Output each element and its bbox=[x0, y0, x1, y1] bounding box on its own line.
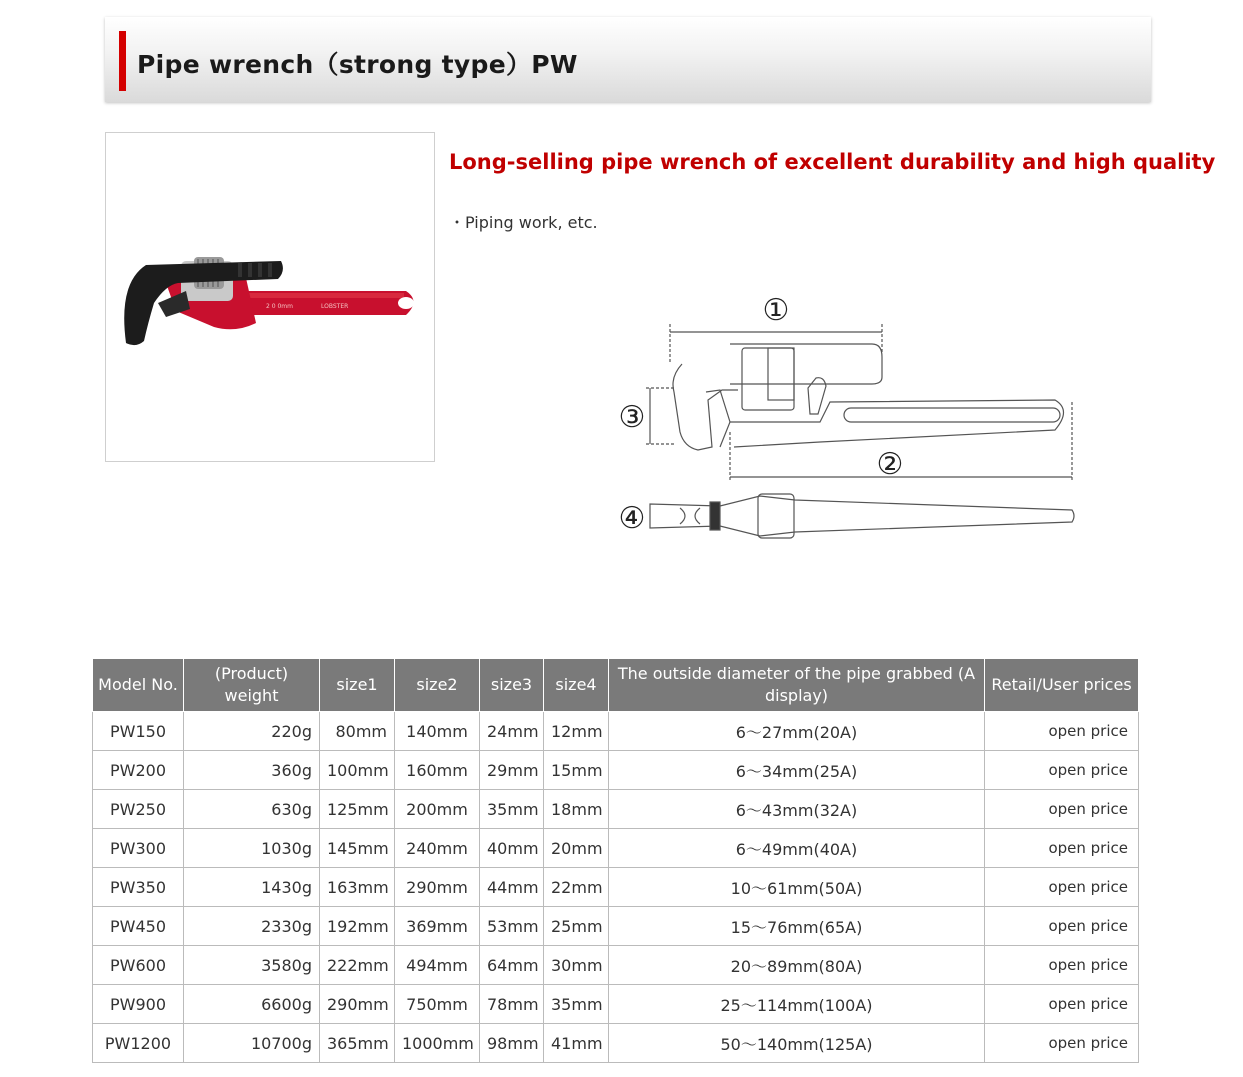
size4-cell: 15mm bbox=[544, 751, 609, 790]
weight-cell: 1430g bbox=[184, 868, 320, 907]
table-row bbox=[93, 790, 1139, 829]
svg-text:2 0 0mm: 2 0 0mm bbox=[266, 303, 293, 310]
header-weight: (Product) weight bbox=[184, 659, 320, 712]
pipe-diameter-cell: 6～43mm(32A) bbox=[609, 790, 985, 829]
product-tagline: Long-selling pipe wrench of excellent durability and high quality bbox=[449, 150, 1216, 174]
size1-cell: 222mm bbox=[320, 946, 395, 985]
table-row bbox=[93, 829, 1139, 868]
price-cell: open price bbox=[985, 1024, 1139, 1063]
size2-cell: 140mm bbox=[395, 712, 480, 751]
weight-cell: 2330g bbox=[184, 907, 320, 946]
size4-cell: 41mm bbox=[544, 1024, 609, 1063]
size4-cell: 20mm bbox=[544, 829, 609, 868]
price-cell: open price bbox=[985, 712, 1139, 751]
dimension-label-2: ② bbox=[876, 447, 904, 482]
weight-cell: 1030g bbox=[184, 829, 320, 868]
pipe-diameter-cell: 20～89mm(80A) bbox=[609, 946, 985, 985]
product-photo bbox=[105, 132, 435, 462]
model-cell: PW250 bbox=[93, 790, 184, 829]
price-cell: open price bbox=[985, 946, 1139, 985]
model-cell: PW900 bbox=[93, 985, 184, 1024]
size2-cell: 290mm bbox=[395, 868, 480, 907]
pipe-diameter-cell: 50～140mm(125A) bbox=[609, 1024, 985, 1063]
header-size3: size3 bbox=[480, 659, 544, 712]
size2-cell: 240mm bbox=[395, 829, 480, 868]
table-row bbox=[93, 946, 1139, 985]
size1-cell: 290mm bbox=[320, 985, 395, 1024]
size2-cell: 200mm bbox=[395, 790, 480, 829]
header-size1: size1 bbox=[320, 659, 395, 712]
model-cell: PW1200 bbox=[93, 1024, 184, 1063]
price-cell: open price bbox=[985, 868, 1139, 907]
model-cell: PW350 bbox=[93, 868, 184, 907]
pipe-diameter-cell: 6～34mm(25A) bbox=[609, 751, 985, 790]
pipe-diameter-cell: 15～76mm(65A) bbox=[609, 907, 985, 946]
table-row bbox=[93, 751, 1139, 790]
size4-cell: 22mm bbox=[544, 868, 609, 907]
weight-cell: 3580g bbox=[184, 946, 320, 985]
size4-cell: 18mm bbox=[544, 790, 609, 829]
title-accent-bar bbox=[119, 31, 126, 91]
size3-cell: 53mm bbox=[480, 907, 544, 946]
size3-cell: 98mm bbox=[480, 1024, 544, 1063]
model-cell: PW600 bbox=[93, 946, 184, 985]
size3-cell: 29mm bbox=[480, 751, 544, 790]
page-title: Pipe wrench（strong type）PW bbox=[137, 50, 578, 79]
dimension-diagram bbox=[610, 282, 1080, 547]
size1-cell: 145mm bbox=[320, 829, 395, 868]
model-cell: PW300 bbox=[93, 829, 184, 868]
price-cell: open price bbox=[985, 829, 1139, 868]
weight-cell: 630g bbox=[184, 790, 320, 829]
dimension-label-1: ① bbox=[762, 293, 790, 328]
table-header-row bbox=[93, 659, 1139, 712]
size2-cell: 160mm bbox=[395, 751, 480, 790]
size1-cell: 100mm bbox=[320, 751, 395, 790]
size2-cell: 750mm bbox=[395, 985, 480, 1024]
size4-cell: 30mm bbox=[544, 946, 609, 985]
header-model-no: Model No. bbox=[93, 659, 184, 712]
header-size2: size2 bbox=[395, 659, 480, 712]
weight-cell: 220g bbox=[184, 712, 320, 751]
title-bar bbox=[105, 17, 1151, 102]
pipe-diameter-cell: 6～49mm(40A) bbox=[609, 829, 985, 868]
size2-cell: 369mm bbox=[395, 907, 480, 946]
size1-cell: 80mm bbox=[320, 712, 395, 751]
size1-cell: 125mm bbox=[320, 790, 395, 829]
size3-cell: 40mm bbox=[480, 829, 544, 868]
size4-cell: 35mm bbox=[544, 985, 609, 1024]
size3-cell: 44mm bbox=[480, 868, 544, 907]
model-cell: PW150 bbox=[93, 712, 184, 751]
weight-cell: 360g bbox=[184, 751, 320, 790]
price-cell: open price bbox=[985, 790, 1139, 829]
table-row bbox=[93, 712, 1139, 751]
header-prices: Retail/User prices bbox=[985, 659, 1139, 712]
header-pipe-diameter: The outside diameter of the pipe grabbed (A display) bbox=[609, 659, 985, 712]
price-cell: open price bbox=[985, 985, 1139, 1024]
spec-table bbox=[92, 658, 1139, 1063]
size3-cell: 24mm bbox=[480, 712, 544, 751]
header-size4: size4 bbox=[544, 659, 609, 712]
pipe-diameter-cell: 10～61mm(50A) bbox=[609, 868, 985, 907]
size3-cell: 78mm bbox=[480, 985, 544, 1024]
size2-cell: 494mm bbox=[395, 946, 480, 985]
pipe-wrench-photo-icon bbox=[106, 133, 434, 461]
table-row bbox=[93, 907, 1139, 946]
model-cell: PW450 bbox=[93, 907, 184, 946]
size1-cell: 163mm bbox=[320, 868, 395, 907]
dimension-label-4: ④ bbox=[618, 501, 646, 536]
size1-cell: 365mm bbox=[320, 1024, 395, 1063]
table-row bbox=[93, 1024, 1139, 1063]
size4-cell: 25mm bbox=[544, 907, 609, 946]
pipe-diameter-cell: 6～27mm(20A) bbox=[609, 712, 985, 751]
size3-cell: 35mm bbox=[480, 790, 544, 829]
svg-text:LOBSTER: LOBSTER bbox=[321, 303, 349, 310]
size2-cell: 1000mm bbox=[395, 1024, 480, 1063]
size1-cell: 192mm bbox=[320, 907, 395, 946]
table-row bbox=[93, 985, 1139, 1024]
price-cell: open price bbox=[985, 907, 1139, 946]
pipe-diameter-cell: 25～114mm(100A) bbox=[609, 985, 985, 1024]
price-cell: open price bbox=[985, 751, 1139, 790]
weight-cell: 10700g bbox=[184, 1024, 320, 1063]
model-cell: PW200 bbox=[93, 751, 184, 790]
size4-cell: 12mm bbox=[544, 712, 609, 751]
size3-cell: 64mm bbox=[480, 946, 544, 985]
weight-cell: 6600g bbox=[184, 985, 320, 1024]
usage-note: ・Piping work, etc. bbox=[449, 213, 598, 232]
table-row bbox=[93, 868, 1139, 907]
dimension-label-3: ③ bbox=[618, 400, 646, 435]
